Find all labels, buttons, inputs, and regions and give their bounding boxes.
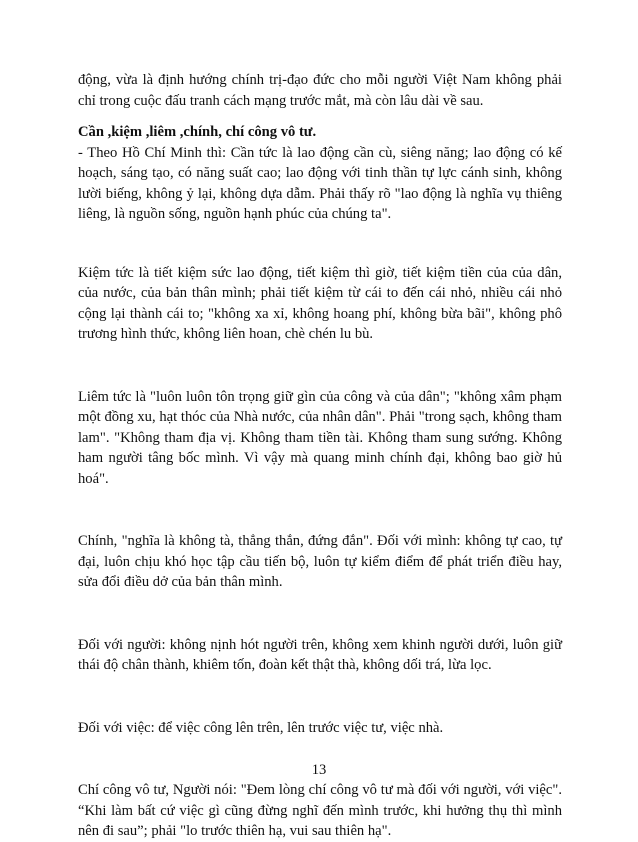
document-page bbox=[78, 70, 562, 842]
page-number: 13 bbox=[311, 762, 327, 778]
kiem-paragraph: Kiệm tức là tiết kiệm sức lao động, tiết kiệm thì giờ, tiết kiệm tiền của của dân, của nước, của bản thân mình; phải tiết kiệm từ cái to đến cái nhỏ, nhiều cái nhỏ cộng lại thành cái to; "không xa xỉ, không hoang phí, không bừa bãi", không phô trương hình thức, không liên hoan, chè chén lu bù. bbox=[78, 264, 562, 342]
chi-cong-paragraph: Chí công vô tư, Người nói: "Đem lòng chí công vô tư mà đối với người, với việc". “Khi làm bất cứ việc gì cũng đừng nghĩ đến mình trước, khi hưởng thụ thì mình nên đi sau”; phải "lo trước thiên hạ, vui sau thiên hạ". bbox=[78, 782, 562, 839]
chinh-paragraph: Chính, "nghĩa là không tà, thẳng thắn, đứng đắn". Đối với mình: không tự cao, tự đại, luôn chịu khó học tập cầu tiến bộ, luôn tự kiểm điểm để phát triển điều hay, sửa đổi điều dở của bản thân mình. bbox=[78, 533, 562, 590]
liem-paragraph: Liêm tức là "luôn luôn tôn trọng giữ gìn của công và của dân"; "không xâm phạm một đồng xu, hạt thóc của Nhà nước, của nhân dân". Phải "trong sạch, không tham lam". "Không tham địa vị. Không tham tiền tài. Không tham sung sướng. Không ham người tâng bốc mình. Vì vậy mà quang minh chính đại, không bao giờ hủ hoá". bbox=[78, 388, 562, 487]
doi-voi-nguoi-paragraph: Đối với người: không nịnh hót người trên, không xem khinh người dưới, luôn giữ thái độ chân thành, khiêm tốn, đoàn kết thật thà, không dối trá, lừa lọc. bbox=[78, 636, 562, 673]
section-heading: Cần ,kiệm ,liêm ,chính, chí công vô tư. bbox=[78, 124, 317, 140]
doi-voi-viec-paragraph: Đối với việc: để việc công lên trên, lên trước việc tư, việc nhà. bbox=[78, 719, 444, 736]
can-paragraph: - Theo Hồ Chí Minh thì: Cần tức là lao động cần cù, siêng năng; lao động có kế hoạch, sáng tạo, có năng suất cao; lao động với tinh thần tự lực cánh sinh, không lười biếng, không ỷ lại, không dựa dẫm. Phải thấy rõ "lao động là nghĩa vụ thiêng liêng, là nguồn sống, nguồn hạnh phúc của chúng ta". bbox=[78, 144, 562, 222]
continued-paragraph: động, vừa là định hướng chính trị-đạo đức cho mỗi người Việt Nam không phải chỉ trong cuộc đấu tranh cách mạng trước mắt, mà còn lâu dài về sau. bbox=[78, 72, 562, 109]
